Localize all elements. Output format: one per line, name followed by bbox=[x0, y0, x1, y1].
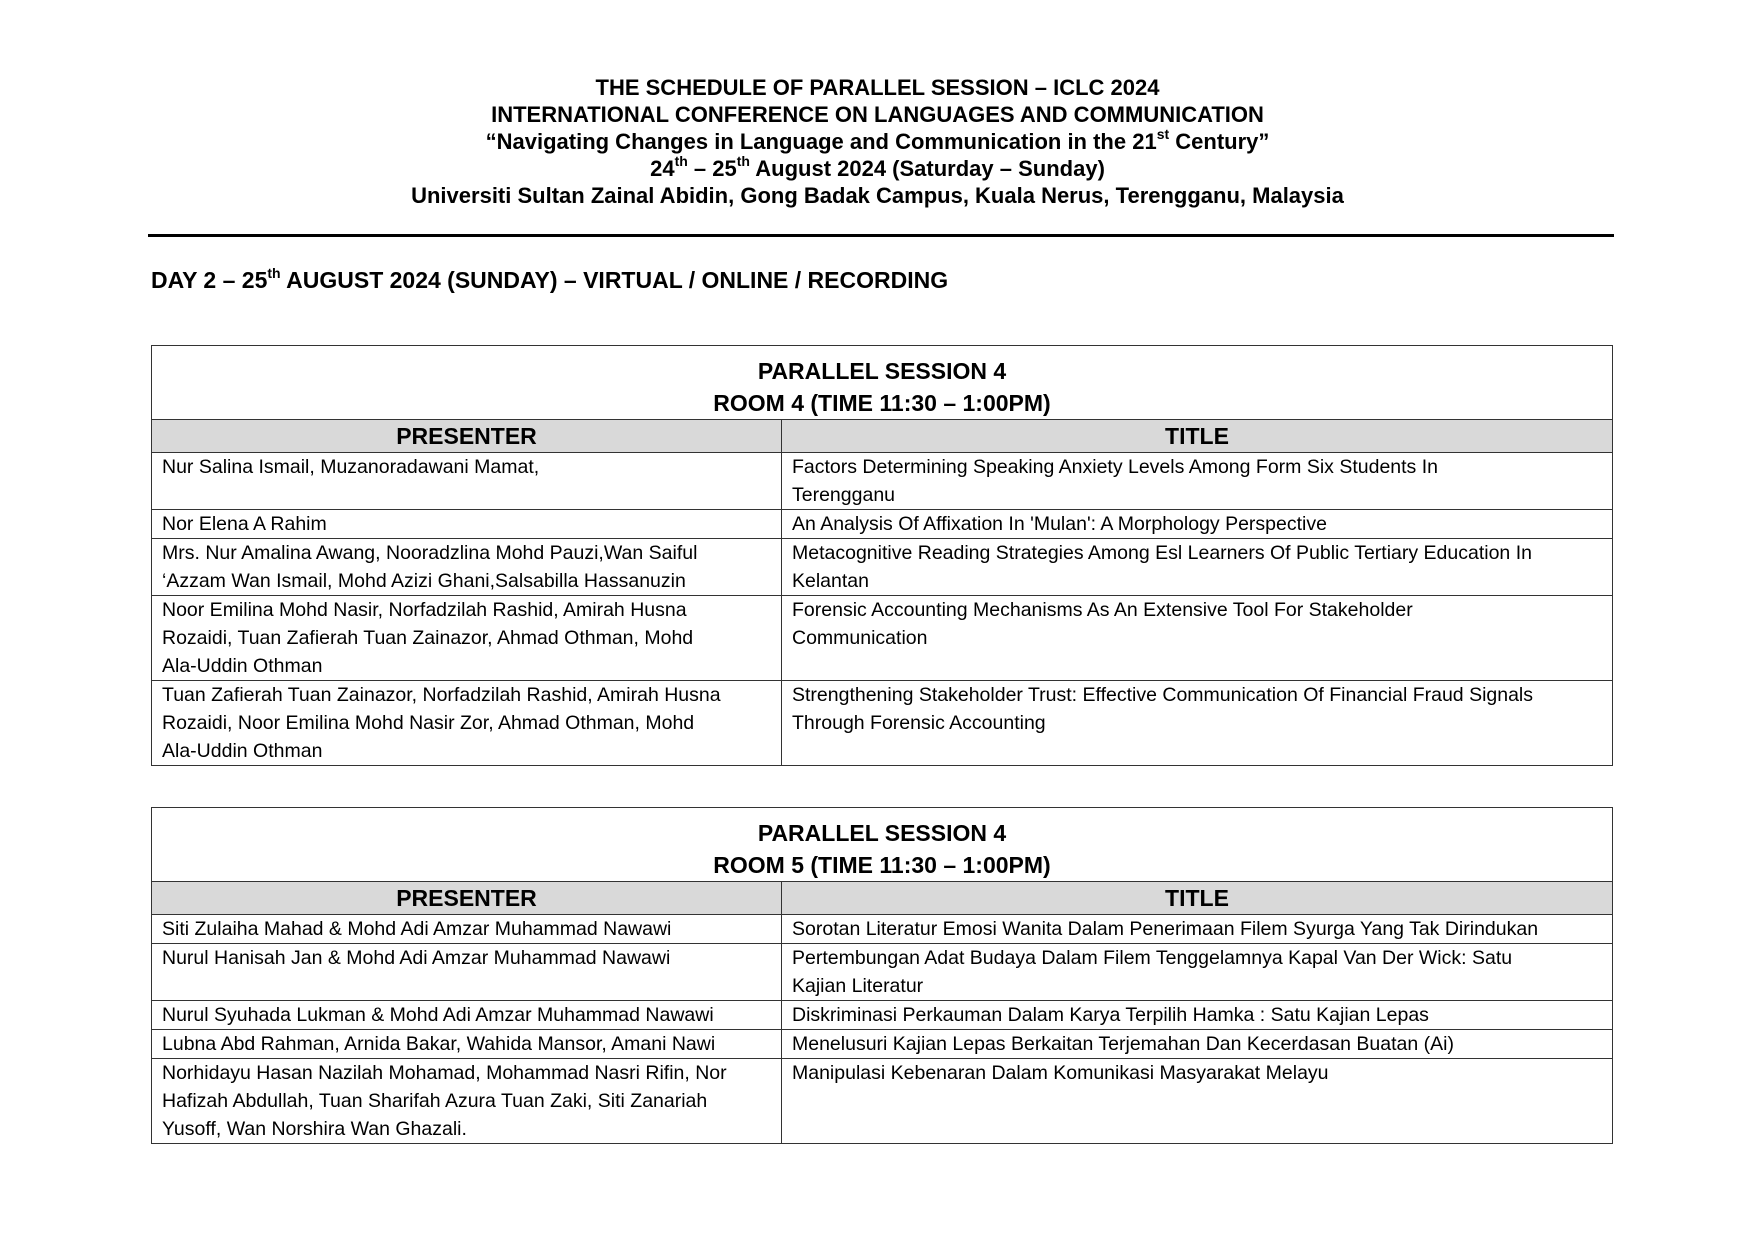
session-title: PARALLEL SESSION 4 bbox=[757, 820, 1007, 846]
table-row bbox=[152, 681, 1613, 766]
table-row bbox=[152, 1030, 1613, 1059]
presenter-cell: Tuan Zafierah Tuan Zainazor, Norfadzilah Rashid, Amirah Husna Rozaidi, Noor Emilina Mohd Nasir Zor, Ahmad Othman, Mohd Ala-Uddin Othman bbox=[152, 681, 782, 766]
presenter-cell: Siti Zulaiha Mahad & Mohd Adi Amzar Muhammad Nawawi bbox=[152, 915, 782, 944]
presenter-cell: Nurul Hanisah Jan & Mohd Adi Amzar Muhammad Nawawi bbox=[152, 944, 782, 1001]
title-cell: Factors Determining Speaking Anxiety Levels Among Form Six Students In Terengganu bbox=[782, 453, 1613, 510]
title-cell: An Analysis Of Affixation In 'Mulan': A Morphology Perspective bbox=[782, 510, 1613, 539]
document-header bbox=[0, 74, 1755, 209]
title-cell: Sorotan Literatur Emosi Wanita Dalam Penerimaan Filem Syurga Yang Tak Dirindukan bbox=[782, 915, 1613, 944]
title-cell: Pertembungan Adat Budaya Dalam Filem Tenggelamnya Kapal Van Der Wick: Satu Kajian Literatur bbox=[782, 944, 1613, 1001]
table-row bbox=[152, 510, 1613, 539]
presenter-cell: Norhidayu Hasan Nazilah Mohamad, Mohammad Nasri Rifin, Nor Hafizah Abdullah, Tuan Sharifah Azura Tuan Zaki, Siti Zanariah Yusoff, Wan Norshira Wan Ghazali. bbox=[152, 1059, 782, 1144]
day-heading: DAY 2 – 25th AUGUST 2024 (SUNDAY) – VIRTUAL / ONLINE / RECORDING bbox=[151, 265, 949, 293]
title-cell: Manipulasi Kebenaran Dalam Komunikasi Masyarakat Melayu bbox=[782, 1059, 1613, 1144]
header-schedule-title: THE SCHEDULE OF PARALLEL SESSION – ICLC 2024 bbox=[595, 75, 1160, 100]
table-row bbox=[152, 915, 1613, 944]
header-venue: Universiti Sultan Zainal Abidin, Gong Badak Campus, Kuala Nerus, Terengganu, Malaysia bbox=[411, 183, 1344, 208]
header-conference-name: INTERNATIONAL CONFERENCE ON LANGUAGES AND COMMUNICATION bbox=[491, 102, 1264, 127]
column-header-presenter: PRESENTER bbox=[152, 420, 782, 453]
presenter-cell: Lubna Abd Rahman, Arnida Bakar, Wahida Mansor, Amani Nawi bbox=[152, 1030, 782, 1059]
title-cell: Diskriminasi Perkauman Dalam Karya Terpilih Hamka : Satu Kajian Lepas bbox=[782, 1001, 1613, 1030]
session-room: ROOM 5 (TIME 11:30 – 1:00PM) bbox=[713, 852, 1051, 878]
session-header bbox=[152, 808, 1613, 882]
column-header-title: TITLE bbox=[782, 882, 1613, 915]
table-row bbox=[152, 1059, 1613, 1144]
title-cell: Forensic Accounting Mechanisms As An Extensive Tool For Stakeholder Communication bbox=[782, 596, 1613, 681]
header-dates: 24th – 25th August 2024 (Saturday – Sunday) bbox=[650, 153, 1105, 181]
header-theme: “Navigating Changes in Language and Communication in the 21st Century” bbox=[485, 126, 1270, 154]
table-row bbox=[152, 539, 1613, 596]
presenter-cell: Nurul Syuhada Lukman & Mohd Adi Amzar Muhammad Nawawi bbox=[152, 1001, 782, 1030]
table-row bbox=[152, 453, 1613, 510]
session-header bbox=[152, 346, 1613, 420]
session-table-room-5 bbox=[151, 807, 1613, 1144]
header-divider bbox=[148, 234, 1614, 237]
presenter-cell: Mrs. Nur Amalina Awang, Nooradzlina Mohd Pauzi,Wan Saiful ‘Azzam Wan Ismail, Mohd Azizi Ghani,Salsabilla Hassanuzin bbox=[152, 539, 782, 596]
session-table-room-4 bbox=[151, 345, 1613, 766]
presenter-cell: Noor Emilina Mohd Nasir, Norfadzilah Rashid, Amirah Husna Rozaidi, Tuan Zafierah Tuan Zainazor, Ahmad Othman, Mohd Ala-Uddin Othman bbox=[152, 596, 782, 681]
table-row bbox=[152, 596, 1613, 681]
title-cell: Menelusuri Kajian Lepas Berkaitan Terjemahan Dan Kecerdasan Buatan (Ai) bbox=[782, 1030, 1613, 1059]
session-title: PARALLEL SESSION 4 bbox=[757, 358, 1007, 384]
table-row bbox=[152, 1001, 1613, 1030]
title-cell: Metacognitive Reading Strategies Among Esl Learners Of Public Tertiary Education In Kelantan bbox=[782, 539, 1613, 596]
title-cell: Strengthening Stakeholder Trust: Effective Communication Of Financial Fraud Signals Through Forensic Accounting bbox=[782, 681, 1613, 766]
table-row bbox=[152, 944, 1613, 1001]
session-room: ROOM 4 (TIME 11:30 – 1:00PM) bbox=[713, 390, 1051, 416]
column-header-title: TITLE bbox=[782, 420, 1613, 453]
presenter-cell: Nor Elena A Rahim bbox=[152, 510, 782, 539]
column-header-presenter: PRESENTER bbox=[152, 882, 782, 915]
presenter-cell: Nur Salina Ismail, Muzanoradawani Mamat, bbox=[152, 453, 782, 510]
